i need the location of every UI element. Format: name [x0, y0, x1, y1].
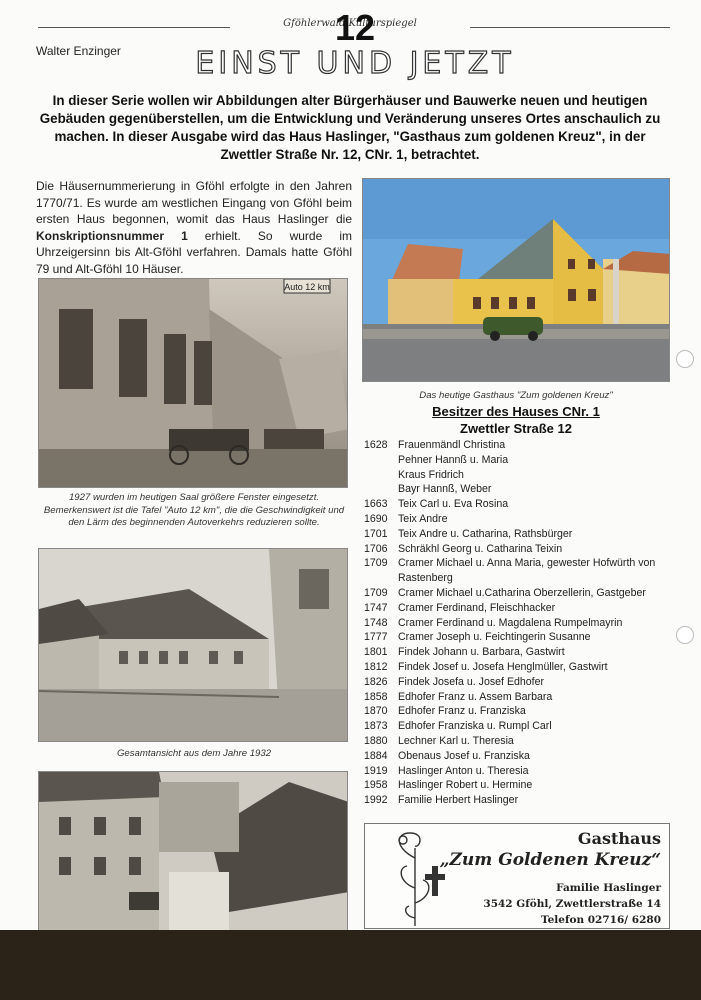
owner-row [364, 616, 664, 631]
photo-today-image [363, 179, 670, 382]
owner-name: Familie Herbert Haslinger [398, 794, 519, 807]
owner-row [364, 645, 664, 660]
owners-subtitle: Zwettler Straße 12 [460, 421, 572, 436]
owner-row [364, 764, 664, 779]
owner-name: Frauenmändl Christina [398, 439, 506, 451]
owner-year [364, 468, 398, 483]
owner-year: 1748 [364, 616, 388, 629]
owners-list [364, 438, 664, 808]
owner-row [364, 690, 664, 705]
caption-1927: 1927 wurden im heutigen Saal größere Fenster eingesetzt. Bemerkenswert ist die Tafel "Auto 12 km", die die Geschwindigkeit und den Lärm des beginnenden Autoverkehrs reduzieren sollte. [43, 492, 345, 528]
owner-row [364, 527, 664, 542]
owner-year: 1826 [364, 675, 388, 688]
owner-year: 1706 [364, 542, 388, 555]
owner-name: Bayr Hannß, Weber [398, 483, 492, 496]
owner-year: 1701 [364, 527, 388, 540]
caption-1932: Gesamtansicht aus dem Jahre 1932 [116, 748, 272, 759]
owner-row [364, 749, 664, 764]
owner-year: 1880 [364, 734, 388, 747]
wrought-iron-cross-icon [385, 828, 455, 928]
lead-paragraph [36, 178, 352, 277]
gasthaus-ad [364, 823, 670, 929]
owner-row [364, 704, 664, 719]
ad-line-family: Familie Haslinger [556, 882, 661, 894]
owner-year: 1663 [364, 498, 388, 511]
ad-line-phone: Telefon 02716/ 6280 [540, 914, 661, 926]
owner-year [364, 453, 398, 468]
scan-bottom-band [0, 930, 701, 1000]
owner-row [364, 630, 664, 645]
owner-year: 1628 [364, 439, 388, 451]
owner-year: 1870 [364, 705, 388, 718]
owner-name: Findek Josef u. Josefa Henglmüller, Gastwirt [398, 660, 608, 673]
intro-text: In dieser Serie wollen wir Abbildungen alter Bürgerhäuser und Bauwerke neuen und heutigen Gebäuden gegenüberstellen, um die Entwicklung und Veränderung unseres Ortes anschaulich zu machen. In dieser Ausgabe wird das Haus Haslinger, "Gasthaus zum goldenen Kreuz", in der Zwettler Straße Nr. 12, CNr. 1, betrachtet. [39, 93, 661, 162]
owner-year: 1812 [364, 660, 388, 673]
owner-name: Findek Josefa u. Josef Edhofer [398, 675, 545, 688]
owner-name: Findek Johann u. Barbara, Gastwirt [398, 646, 565, 659]
owner-name: Cramer Ferdinand, Fleischhacker [398, 601, 556, 614]
owner-name: Cramer Joseph u. Feichtingerin Susanne [398, 631, 591, 644]
photo-1932 [38, 548, 348, 742]
owner-row [364, 734, 664, 749]
owner-row [364, 497, 664, 512]
owner-row [364, 542, 664, 557]
owner-year: 1919 [364, 764, 388, 777]
punch-hole [676, 350, 694, 368]
owner-name: Teix Andre [398, 512, 448, 525]
owner-row [364, 601, 664, 616]
issue-number: 12 [335, 7, 376, 48]
ad-line-address: 3542 Gföhl, Zwettlerstraße 14 [483, 898, 661, 910]
owner-name: Cramer Michael u. Anna Maria, gewester Hofwürth von Rastenberg [398, 557, 656, 585]
owner-year: 1858 [364, 690, 388, 703]
photo-today [362, 178, 670, 382]
owner-row [364, 586, 664, 601]
owner-year [364, 482, 398, 497]
photo-1927-image [39, 279, 348, 488]
page-title: EINST UND JETZT [195, 46, 515, 81]
owner-name: Schräkhl Georg u. Catharina Teixin [398, 542, 563, 555]
owner-year: 1709 [364, 557, 388, 570]
owner-name: Obenaus Josef u. Franziska [398, 749, 530, 762]
punch-hole [676, 626, 694, 644]
owner-year: 1958 [364, 779, 388, 792]
lead-text-bold: Konskriptionsnummer 1 [36, 228, 188, 243]
owner-name: Edhofer Franz u. Franziska [398, 705, 526, 718]
photo-1927 [38, 278, 348, 488]
lead-text-2: erhielt. So wurde im Uhrzeigersinn bis Alt-Gföhl verfahren. Damals hatte Gföhl 79 und Alt-Gföhl 10 Häuser. [36, 228, 352, 276]
owner-name: Kraus Fridrich [398, 468, 464, 481]
photo-1932-image [39, 549, 348, 742]
owner-year: 1777 [364, 631, 388, 644]
owner-row [364, 468, 664, 483]
owners-title: Besitzer des Hauses CNr. 1 [432, 404, 600, 419]
owner-name: Teix Andre u. Catharina, Rathsbürger [398, 527, 573, 540]
owner-name: Edhofer Franz u. Assem Barbara [398, 690, 553, 703]
author: Walter Enzinger [36, 44, 121, 58]
owner-row [364, 512, 664, 527]
owner-row [364, 453, 664, 468]
owner-name: Haslinger Robert u. Hermine [398, 779, 533, 792]
owner-year: 1884 [364, 749, 388, 762]
owner-row [364, 556, 664, 586]
owner-row [364, 482, 664, 497]
owner-year: 1873 [364, 720, 388, 733]
owner-name: Cramer Michael u.Catharina Oberzellerin, Gastgeber [398, 586, 646, 599]
owner-name: Haslinger Anton u. Theresia [398, 764, 529, 777]
owner-row [364, 675, 664, 690]
owner-row [364, 660, 664, 675]
owner-year: 1992 [364, 794, 388, 807]
owner-year: 1801 [364, 646, 388, 659]
owner-year: 1747 [364, 601, 388, 614]
owner-row [364, 793, 664, 808]
series-title: Gföhlerwald Kulturspiegel [230, 18, 470, 29]
owner-row [364, 438, 664, 453]
owner-name: Lechner Karl u. Theresia [398, 734, 514, 747]
owner-name: Teix Carl u. Eva Rosina [398, 498, 509, 511]
owner-row [364, 778, 664, 793]
owner-name: Pehner Hannß u. Maria [398, 453, 509, 466]
caption-today: Das heutige Gasthaus "Zum goldenen Kreuz" [419, 390, 613, 401]
owner-name: Edhofer Franziska u. Rumpl Carl [398, 720, 552, 733]
owner-name: Cramer Ferdinand u. Magdalena Rumpelmayrin [398, 616, 623, 629]
photo-old-street-image [39, 772, 348, 933]
lead-text-1: Die Häusernummerierung in Gföhl erfolgte in den Jahren 1770/71. Es wurde am westlichen Eingang von Gföhl beim ersten Haus begonnen, womit das Haus Haslinger die [36, 179, 352, 226]
owner-year: 1709 [364, 586, 388, 599]
ad-line-gasthaus: Gasthaus [577, 829, 661, 848]
owner-row [364, 719, 664, 734]
owner-year: 1690 [364, 512, 388, 525]
photo-old-street [38, 771, 348, 933]
ad-line-name: „Zum Goldenen Kreuz“ [439, 850, 661, 870]
sign-auto-12km: Auto 12 km [284, 282, 330, 292]
